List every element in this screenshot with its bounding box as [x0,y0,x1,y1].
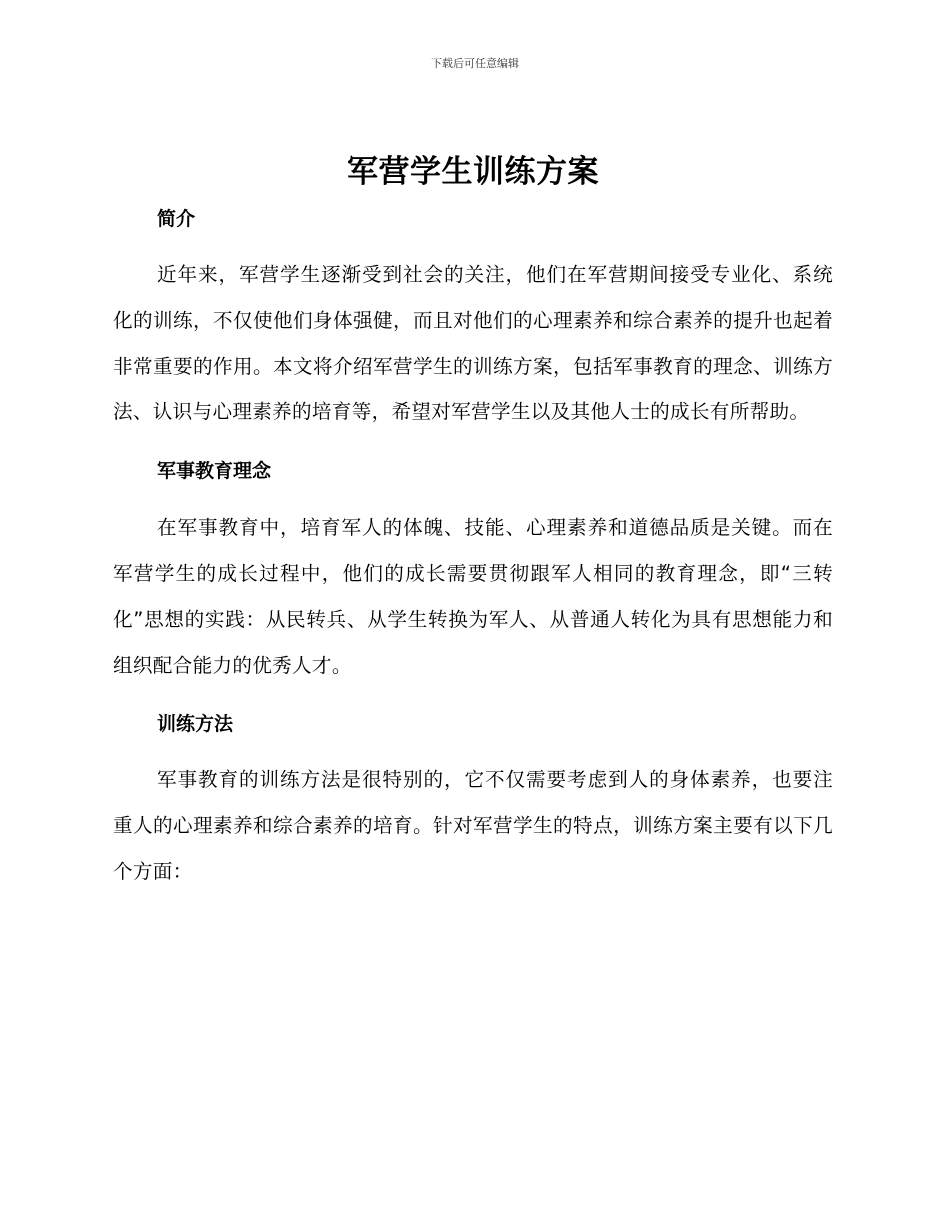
section-heading-education-concept: 军事教育理念 [157,460,272,483]
document-title: 军营学生训练方案 [347,154,599,190]
section-paragraph-education-concept: 在军事教育中，培育军人的体魄、技能、心理素养和道德品质是关键。而在军营学生的成长过程中，他们的成长需要贯彻跟军人相同的教育理念，即“三转化”思想的实践：从民转兵、从学生转换为军人、从普通人转化为具有思想能力和组织配合能力的优秀人才。 [113,516,833,677]
section-paragraph-intro: 近年来，军营学生逐渐受到社会的关注，他们在军营期间接受专业化、系统化的训练，不仅使他们身体强健，而且对他们的心理素养和综合素养的提升也起着非常重要的作用。本文将介绍军营学生的训练方案，包括军事教育的理念、训练方法、认识与心理素养的培育等，希望对军营学生以及其他人士的成长有所帮助。 [113,263,833,424]
section-heading-training-methods: 训练方法 [157,713,234,736]
section-paragraph-training-methods: 军事教育的训练方法是很特别的，它不仅需要考虑到人的身体素养，也要注重人的心理素养和综合素养的培育。针对军营学生的特点，训练方案主要有以下几个方面： [113,768,833,883]
document-body [113,150,833,895]
page-header-note: 下载后可任意编辑 [431,57,519,70]
section-heading-intro: 简介 [157,208,196,230]
